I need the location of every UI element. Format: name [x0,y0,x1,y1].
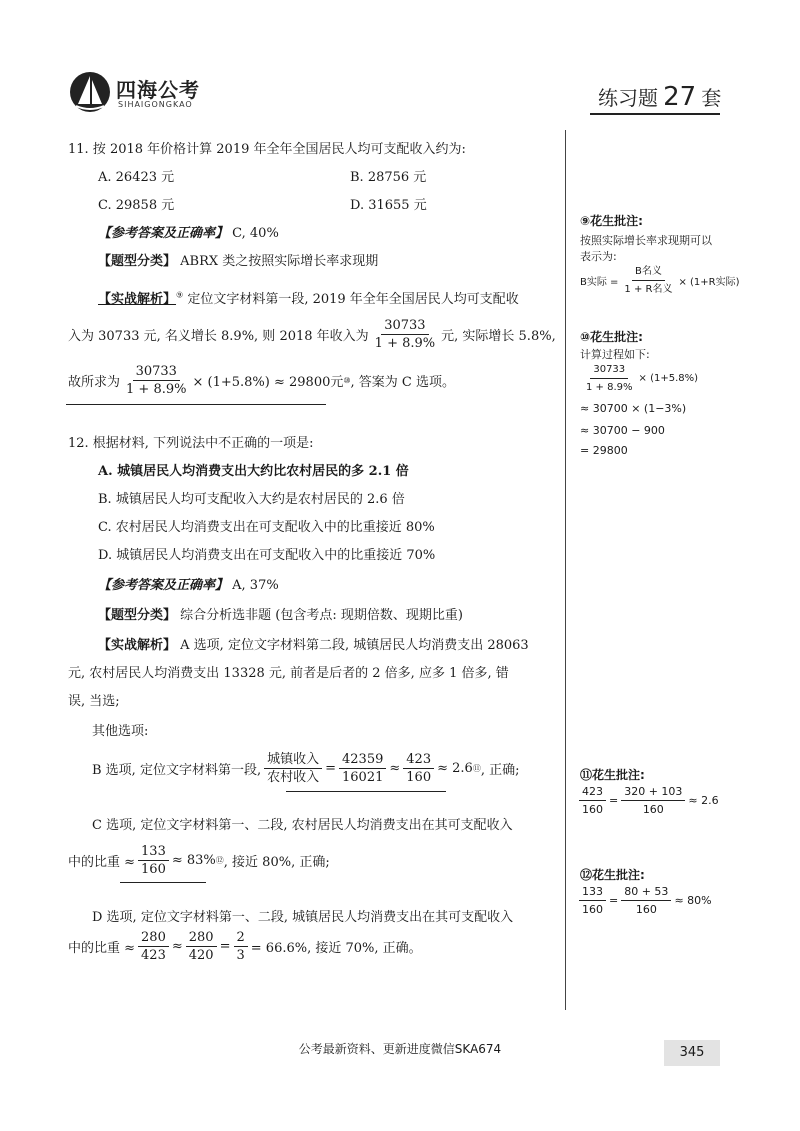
note-11-rhs: ≈ 2.6 [688,794,719,807]
q12-d-equals: = [219,939,231,954]
q12-b-underline [286,791,446,792]
q11-footnote-mark-9: ⑨ [176,290,184,300]
q12-b-prefix: B 选项, 定位文字材料第一段, [92,763,262,778]
q12-option-b-analysis [92,752,519,785]
q12-d-suffix: = 66.6%, 接近 70%, 正确。 [250,941,422,956]
q12-option-a: A. 城镇居民人均消费支出大约比农村居民的多 2.1 倍 [98,464,409,479]
note-12-fraction-2-denominator: 160 [635,903,657,916]
q11-answer-label: 【参考答案及正确率】 [98,226,229,241]
note-9-line2: 表示为: [580,250,617,263]
q12-footnote-mark-11: ⑪ [472,764,481,773]
q11-stem: 11. 按 2018 年价格计算 2019 年全年全国居民人均可支配收入约为: [68,142,466,157]
note-12-equals: = [609,894,619,907]
note-10-fraction-numerator: 30733 [590,362,628,379]
q12-option-c: C. 农村居民人均消费支出在可支配收入中的比重接近 80% [98,520,435,535]
note-12-title: ⑫花生批注: [580,868,645,882]
q12-option-b: B. 城镇居民人均可支配收入大约是农村居民的 2.6 倍 [98,492,405,507]
q11-analysis-text3b: × (1+5.8%) ≈ 29800元 [192,375,344,390]
note-9-fraction-denominator: 1 + R名义 [624,284,673,295]
q12-b-suffix: , 正确; [480,763,520,778]
q12-b-fraction-2-numerator: 42359 [339,752,386,769]
note-11-title: ⑪花生批注: [580,768,645,782]
note-10-line1-rhs: × (1+5.8%) [638,373,699,384]
note-11-fraction-2 [621,784,685,817]
q12-d-prefix: 中的比重 ≈ [68,941,136,956]
q11-analysis-text1: 定位文字材料第一段, 2019 年全年全国居民人均可支配收 [187,292,519,307]
note-12-formula [576,884,712,917]
note-12-fraction-1 [579,884,606,917]
q12-analysis-line3: 误, 当选; [68,694,120,709]
note-10-line2: ≈ 30700 × (1−3%) [580,402,687,415]
q12-d-fraction-3-numerator: 2 [234,930,248,947]
q12-answer-label: 【参考答案及正确率】 [98,578,229,593]
q11-analysis-text3a: 故所求为 [68,375,121,390]
header-divider [590,113,720,115]
q11-analysis-label: 【实战解析】 [98,292,177,307]
q11-analysis-text3c: , 答案为 C 选项。 [350,375,456,390]
q12-c-fraction [138,844,169,877]
q12-c-underline [120,882,206,883]
note-11-fraction-1-numerator: 423 [579,784,606,801]
note-10-line4: = 29800 [580,444,628,457]
logo-text-cn: 四海公考 [116,78,200,102]
q11-fraction-2-denominator: 1 + 8.9% [126,382,187,397]
q12-type-value: 综合分析选非题 (包含考点: 现期倍数、现期比重) [180,608,463,623]
note-11-fraction-2-denominator: 160 [642,803,664,816]
q11-analysis-text2a: 入为 30733 元, 名义增长 8.9%, 则 2018 年收入为 [68,329,369,344]
sailboat-logo-icon [68,70,112,114]
q11-option-c: C. 29858 元 [98,198,175,213]
q12-c-fraction-numerator: 133 [138,844,169,861]
q11-analysis-line2 [68,318,556,351]
note-9-rhs: × (1+R实际) [678,277,740,288]
q11-option-d: D. 31655 元 [350,198,427,213]
note-9-formula [580,264,740,297]
note-10-line3: ≈ 30700 − 900 [580,424,665,437]
note-11-formula [576,784,719,817]
q12-b-fraction-3 [403,752,434,785]
q12-d-fraction-3 [234,930,248,963]
q12-c-suffix: , 接近 80%, 正确; [223,855,330,870]
note-11-fraction-1 [579,784,606,817]
note-12-fraction-1-denominator: 160 [582,903,603,916]
note-10-fraction-denominator: 1 + 8.9% [586,382,633,393]
q12-b-fraction-3-numerator: 423 [403,752,434,769]
q11-type-label: 【题型分类】 [98,254,177,269]
q12-c-fraction-denominator: 160 [141,862,166,877]
header-title-suffix: 套 [701,86,722,110]
q11-fraction-1-denominator: 1 + 8.9% [374,336,436,351]
q12-b-approx: ≈ [389,761,401,776]
q11-footnote-mark-10: ⑩ [343,376,351,385]
q11-answer [98,222,279,241]
logo [68,70,208,116]
note-10-fraction [583,362,636,395]
q12-b-result: ≈ 2.6 [437,761,473,776]
header-title-number: 27 [663,82,697,112]
q12-b-equals: = [325,761,337,776]
q12-d-fraction-2 [186,930,217,963]
q11-underline [66,404,326,405]
q12-d-approx: ≈ [171,939,183,954]
note-11-fraction-2-numerator: 320 + 103 [621,784,685,801]
note-11-equals: = [609,794,619,807]
q12-analysis-line1 [98,634,529,653]
q12-b-fraction-2 [339,752,386,785]
note-11-fraction-1-denominator: 160 [582,803,603,816]
q12-analysis-text1: A 选项, 定位文字材料第二段, 城镇居民人均消费支出 28063 [180,638,529,653]
q11-type-value: ABRX 类之按照实际增长率求现期 [180,254,379,269]
q12-d-line2 [68,930,422,963]
column-divider [565,130,566,1010]
note-9-fraction-numerator: B名义 [632,264,665,281]
q12-other-options: 其他选项: [92,724,149,739]
q12-d-fraction-2-numerator: 280 [186,930,217,947]
q12-d-fraction-2-denominator: 420 [188,948,214,963]
header-title [598,82,721,112]
q12-b-fraction-2-denominator: 16021 [342,770,384,785]
q12-stem: 12. 根据材料, 下列说法中不正确的一项是: [68,436,314,451]
q12-type-label: 【题型分类】 [98,608,177,623]
q12-d-fraction-1-numerator: 280 [138,930,169,947]
note-10-title: ⑩花生批注: [580,330,643,344]
note-10-formula-line1 [580,362,698,395]
q11-fraction-2 [123,364,189,397]
q12-analysis-label: 【实战解析】 [98,638,177,653]
q11-option-b: B. 28756 元 [350,170,427,185]
q11-option-a: A. 26423 元 [98,170,175,185]
q12-c-line2 [68,844,330,877]
note-9-lhs: B实际 = [580,277,619,288]
q11-analysis-line3 [68,364,455,397]
q12-c-result: ≈ 83% [171,853,216,868]
q12-answer-value: A, 37% [232,578,279,593]
note-12-fraction-2-numerator: 80 + 53 [621,884,671,901]
q12-c-line1: C 选项, 定位文字材料第一、二段, 农村居民人均消费支出在其可支配收入 [92,818,513,833]
note-10-line1: 计算过程如下: [580,348,650,361]
q12-d-fraction-3-denominator: 3 [236,948,245,963]
page-number: 345 [679,1045,705,1060]
q11-type [98,250,378,269]
note-9-title: ⑨花生批注: [580,214,643,228]
q12-b-fraction-3-denominator: 160 [406,770,432,785]
note-12-fraction-1-numerator: 133 [579,884,606,901]
q11-fraction-1 [372,318,438,351]
q12-type [98,604,463,623]
q11-fraction-2-numerator: 30733 [133,364,180,381]
q12-answer [98,574,279,593]
q12-b-fraction-1-denominator: 农村收入 [267,770,320,785]
q12-analysis-line2: 元, 农村居民人均消费支出 13328 元, 前者是后者的 2 倍多, 应多 1 倍多, 错 [68,666,509,681]
logo-text-en: SIHAIGONGKAO [118,100,193,109]
note-9-line1: 按照实际增长率求现期可以 [580,234,712,247]
q12-footnote-mark-12: ⑫ [215,856,224,865]
footer-text: 公考最新资料、更新进度微信SKA674 [298,1042,502,1056]
q11-fraction-1-numerator: 30733 [381,318,428,335]
note-9-fraction [621,264,675,297]
note-12-rhs: ≈ 80% [674,894,712,907]
q12-option-d: D. 城镇居民人均消费支出在可支配收入中的比重接近 70% [98,548,436,563]
q12-d-line1: D 选项, 定位文字材料第一、二段, 城镇居民人均消费支出在其可支配收入 [92,910,514,925]
note-12-fraction-2 [621,884,671,917]
q11-answer-value: C, 40% [232,226,279,241]
header-title-prefix: 练习题 [598,86,658,110]
q12-c-prefix: 中的比重 ≈ [68,855,136,870]
q12-d-fraction-1 [138,930,169,963]
q12-b-fraction-1-numerator: 城镇收入 [264,752,322,769]
q12-b-fraction-1 [264,752,322,785]
q11-analysis-line1 [98,288,519,307]
q12-d-fraction-1-denominator: 423 [141,948,166,963]
q11-analysis-text2b: 元, 实际增长 5.8%, [441,329,556,344]
